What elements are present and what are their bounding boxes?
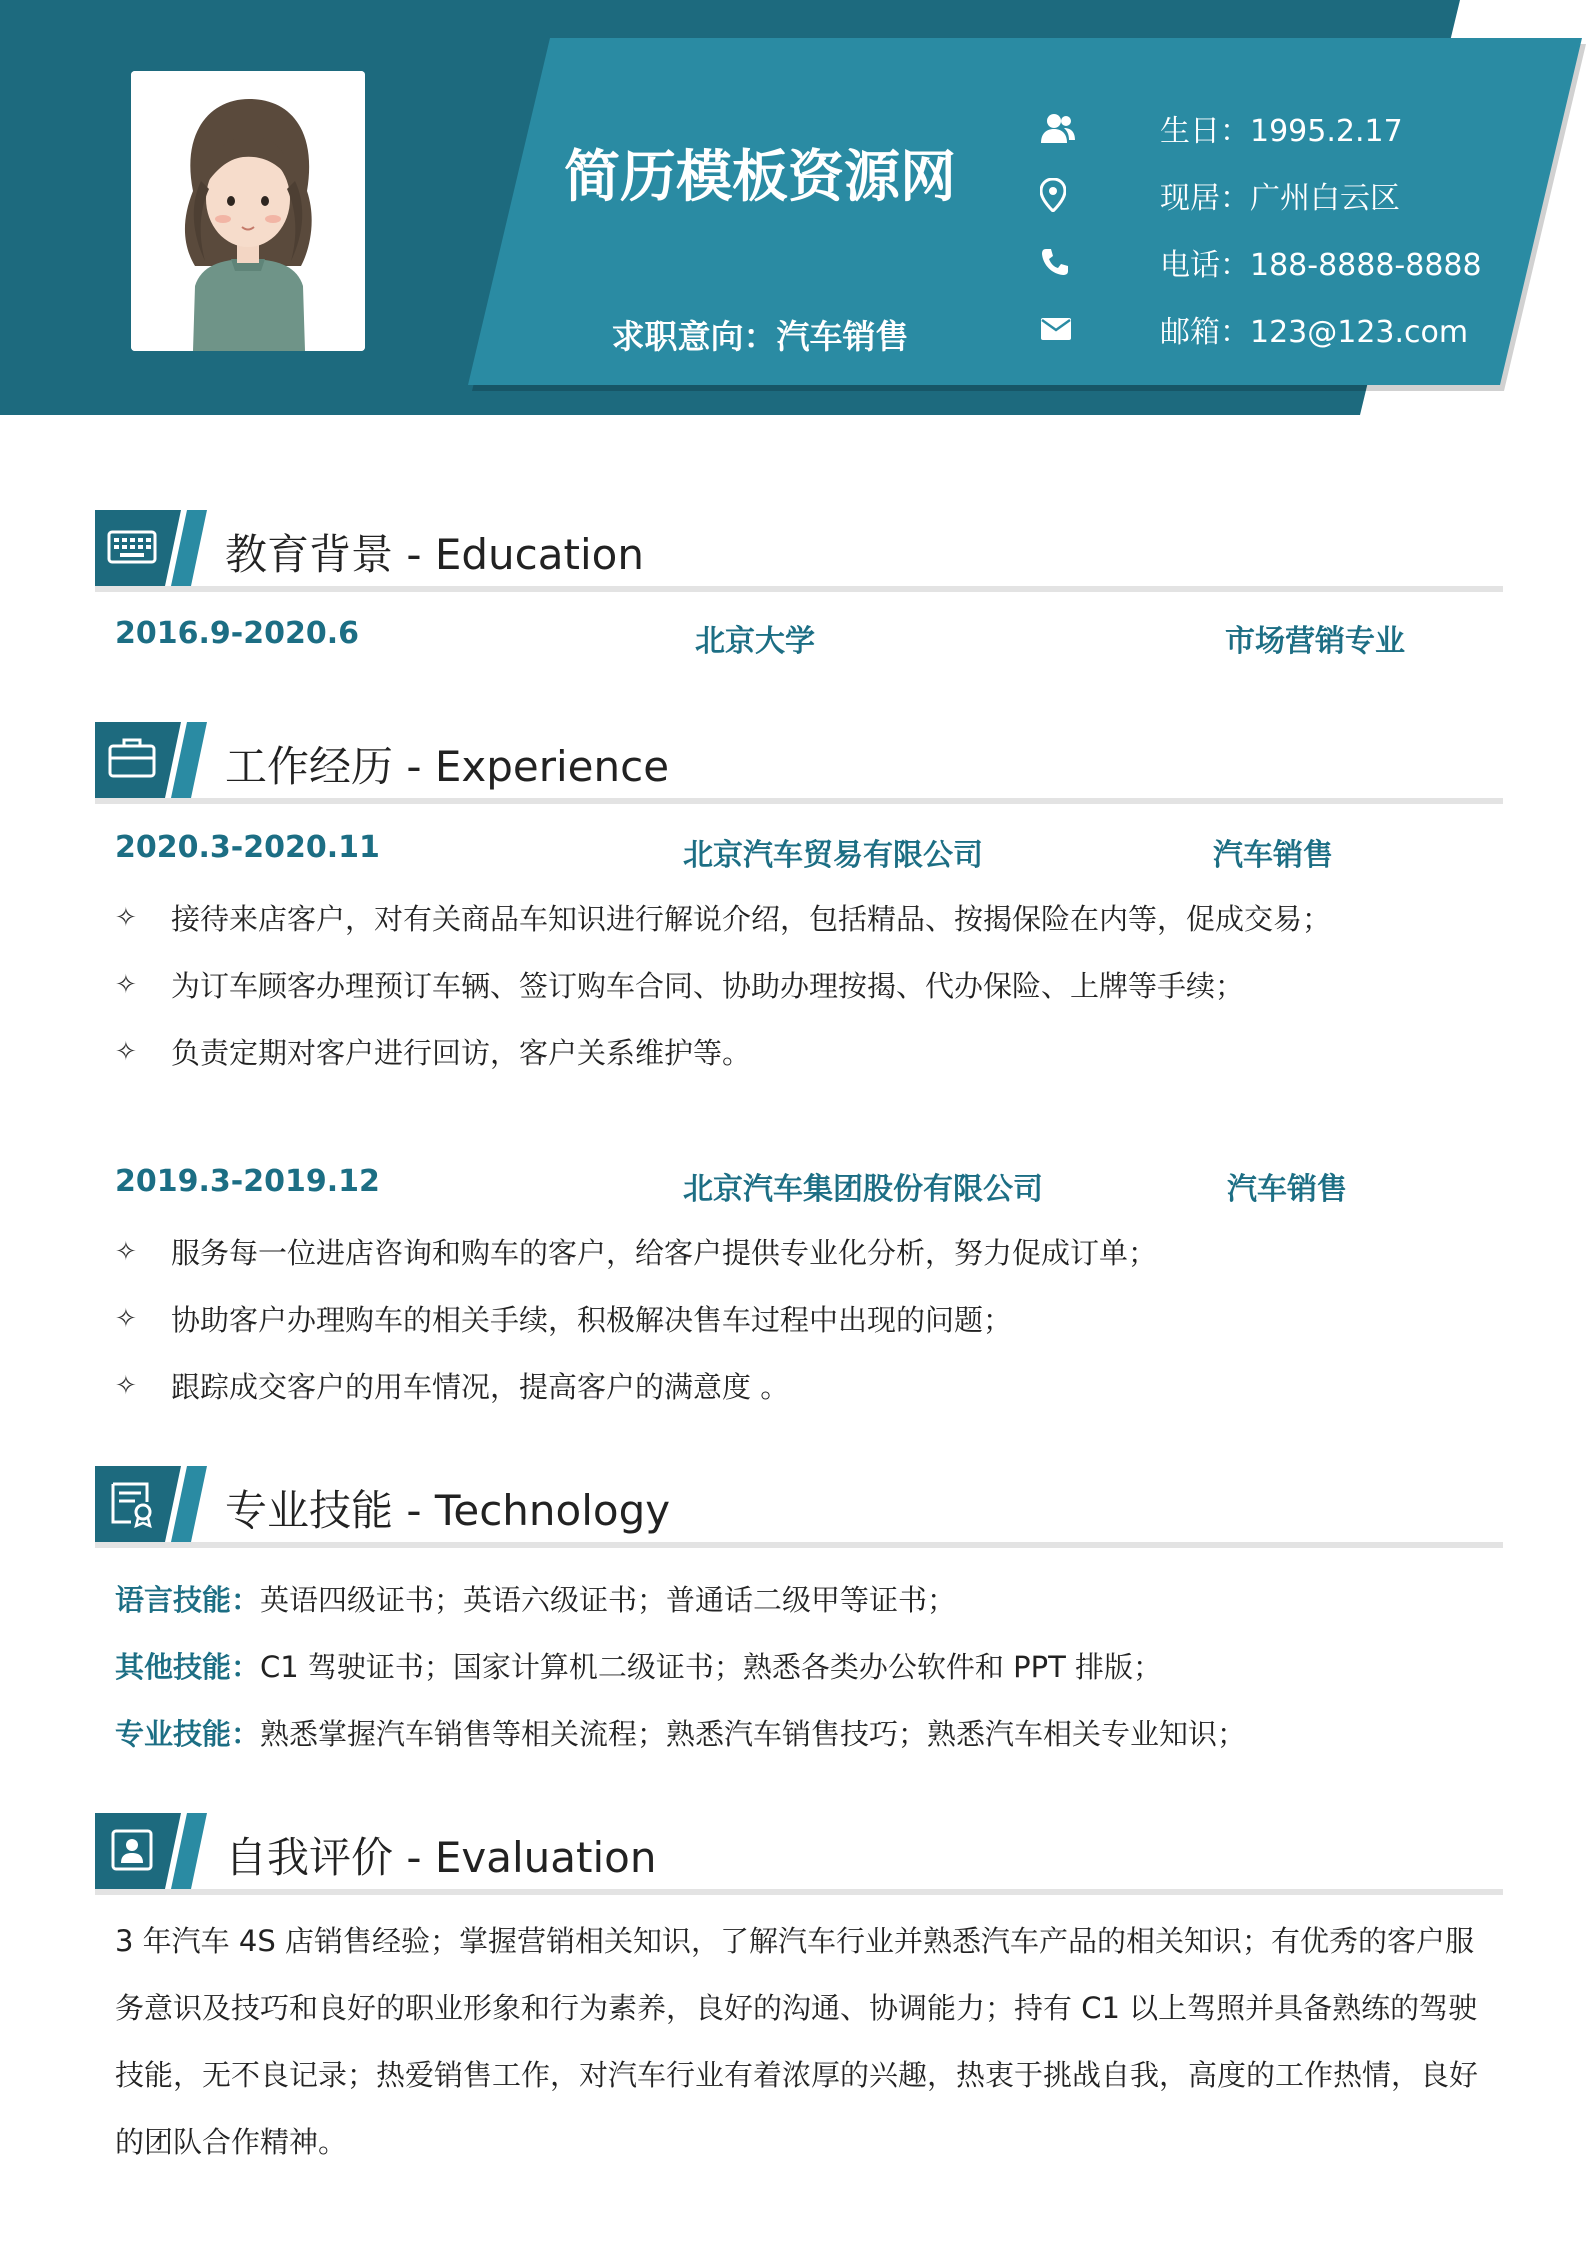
- job-row-1: [115, 830, 1415, 874]
- job-row-2: [115, 1164, 1415, 1208]
- list-item: [115, 1352, 1415, 1419]
- list-item: [115, 951, 1415, 1018]
- list-item: [115, 1018, 1415, 1085]
- job-intent: 求职意向：汽车销售: [611, 317, 909, 356]
- skill-label: 专业技能：: [115, 1717, 261, 1751]
- duty-text: 协助客户办理购车的相关手续，积极解决售车过程中出现的问题；: [171, 1303, 1013, 1337]
- job-2-duties: [115, 1218, 1415, 1419]
- section-skills-title: 专业技能 - Technology: [225, 1486, 671, 1535]
- job-date: 2020.3-2020.11: [115, 830, 380, 865]
- contact-email: [1040, 295, 1500, 362]
- education-school: 北京大学: [695, 624, 815, 659]
- skill-text: 熟悉掌握汽车销售等相关流程；熟悉汽车销售技巧；熟悉汽车相关专业知识；: [260, 1717, 1247, 1751]
- section-experience-title: 工作经历 - Experience: [225, 742, 670, 791]
- skill-label: 语言技能：: [115, 1583, 261, 1617]
- job-date: 2019.3-2019.12: [115, 1164, 380, 1199]
- skill-item: [115, 1699, 1415, 1766]
- duty-text: 为订车顾客办理预订车辆、签订购车合同、协助办理按揭、代办保险、上牌等手续；: [171, 969, 1245, 1003]
- list-item: [115, 884, 1415, 951]
- section-divider: [95, 798, 1503, 804]
- job-company: 北京汽车贸易有限公司: [683, 838, 983, 873]
- section-experience-header: [95, 722, 1503, 804]
- skill-text: C1 驾驶证书；国家计算机二级证书；熟悉各类办公软件和 PPT 排版；: [260, 1650, 1163, 1684]
- skills-list: [115, 1565, 1415, 1766]
- section-divider: [95, 1889, 1503, 1895]
- job-position: 汽车销售: [1213, 838, 1333, 873]
- skill-label: 其他技能：: [115, 1650, 261, 1684]
- contact-location: [1040, 161, 1500, 228]
- contact-email-text: 邮箱：123@123.com: [1160, 314, 1469, 350]
- user-icon: [1040, 108, 1100, 148]
- evaluation-text: 3 年汽车 4S 店销售经验；掌握营销相关知识，了解汽车行业并熟悉汽车产品的相关知识；有优秀的客户服务意识及技巧和良好的职业形象和行为素养，良好的沟通、协调能力；持有 C1 以上驾照并具备熟练的驾驶技能，无不良记录；热爱销售工作，对汽车行业有着浓厚的兴趣，热衷于挑战自我，高度的工作热情，良好的团队合作精神。: [115, 1924, 1479, 2159]
- job-1-duties: [115, 884, 1415, 1085]
- duty-text: 接待来店客户，对有关商品车知识进行解说介绍，包括精品、按揭保险在内等，促成交易；: [171, 902, 1332, 936]
- mail-icon: [1040, 309, 1100, 349]
- star-bullet-icon: ✧: [115, 1303, 137, 1334]
- skill-item: [115, 1565, 1415, 1632]
- education-date: 2016.9-2020.6: [115, 616, 359, 651]
- duty-text: 服务每一位进店咨询和购车的客户，给客户提供专业化分析，努力促成订单；: [171, 1236, 1158, 1270]
- certificate-icon: [95, 1466, 207, 1548]
- star-bullet-icon: ✧: [115, 1370, 137, 1401]
- job-company: 北京汽车集团股份有限公司: [683, 1172, 1043, 1207]
- list-item: [115, 1218, 1415, 1285]
- section-evaluation-title: 自我评价 - Evaluation: [225, 1833, 657, 1882]
- resume-header: [0, 0, 1587, 420]
- id-card-icon: [95, 1813, 207, 1895]
- duty-text: 跟踪成交客户的用车情况，提高客户的满意度 。: [171, 1370, 790, 1404]
- list-item: [115, 1285, 1415, 1352]
- contact-list: [1040, 94, 1500, 362]
- skill-text: 英语四级证书；英语六级证书；普通话二级甲等证书；: [260, 1583, 957, 1617]
- section-evaluation-header: [95, 1813, 1503, 1895]
- phone-icon: [1040, 242, 1100, 282]
- star-bullet-icon: ✧: [115, 969, 137, 1000]
- education-row: [115, 616, 1415, 660]
- section-divider: [95, 1542, 1503, 1548]
- star-bullet-icon: ✧: [115, 902, 137, 933]
- briefcase-icon: [95, 722, 207, 804]
- keyboard-icon: [95, 510, 207, 592]
- location-pin-icon: [1040, 175, 1100, 215]
- contact-location-text: 现居：广州白云区: [1160, 180, 1400, 216]
- section-education-header: [95, 510, 1503, 592]
- contact-birthday: [1040, 94, 1500, 161]
- section-education-title: 教育背景 - Education: [225, 530, 644, 579]
- section-skills-header: [95, 1466, 1503, 1548]
- section-divider: [95, 586, 1503, 592]
- duty-text: 负责定期对客户进行回访，客户关系维护等。: [171, 1036, 752, 1070]
- skill-item: [115, 1632, 1415, 1699]
- job-position: 汽车销售: [1227, 1172, 1347, 1207]
- resume-name: 简历模板资源网: [564, 145, 956, 210]
- star-bullet-icon: ✧: [115, 1236, 137, 1267]
- avatar-illustration: [131, 71, 365, 351]
- contact-phone-text: 电话：188-8888-8888: [1160, 247, 1482, 283]
- contact-birthday-text: 生日：1995.2.17: [1160, 113, 1403, 149]
- profile-photo: [131, 71, 365, 351]
- contact-phone: [1040, 228, 1500, 295]
- star-bullet-icon: ✧: [115, 1036, 137, 1067]
- education-major: 市场营销专业: [1225, 624, 1405, 659]
